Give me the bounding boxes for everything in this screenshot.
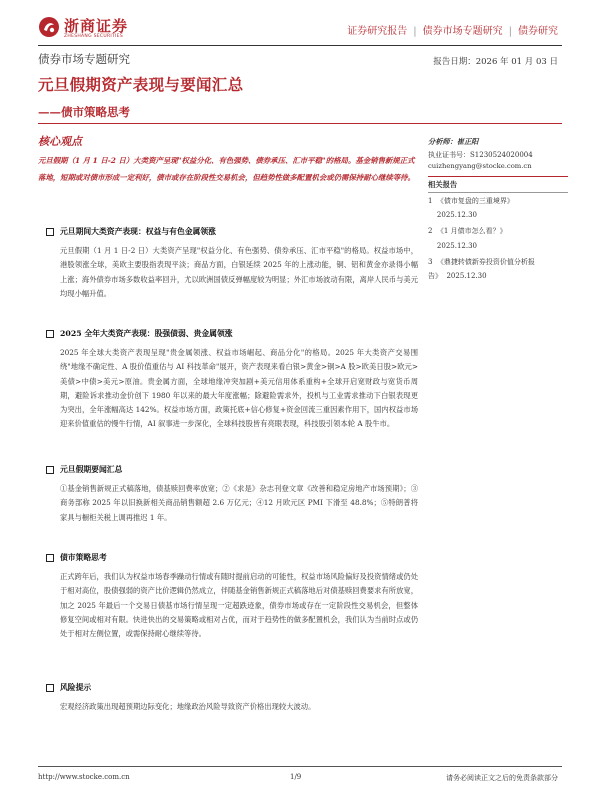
page-number: 1/9: [290, 773, 302, 781]
section-body: 宏观经济政策出现超预期边际变化；地缘政治风险导致资产价格出现较大波动。: [60, 702, 316, 711]
section-heading-text: 2025 全年大类资产表现：股强债弱、贵金属领涨: [60, 329, 233, 338]
title-divider: [38, 123, 562, 124]
section-heading: [46, 464, 418, 476]
section-heading: [46, 552, 418, 564]
footer-website[interactable]: http://www.stocke.com.cn: [38, 773, 130, 781]
core-viewpoint-summary: 元旦假期（1 月 1 日-2 日）大类资产呈现"权益分化、有色强势、债券承压、汇市平稳"的格局。基金销售新规正式落地，短期或对债市形成一定利好，债市或存在阶段性交易机会，但趋势性做多配置机会或仍需保持耐心继续等待。: [38, 156, 415, 182]
nav-separator: |: [508, 26, 512, 37]
section-risk-warning: [46, 682, 418, 714]
section-annual-assets: [46, 328, 418, 432]
square-bullet-icon: [46, 554, 54, 562]
nav-item-bond-market[interactable]: 债券市场专题研究: [422, 26, 503, 37]
related-report-item[interactable]: 3 《鼎捷转债新券投资价值分析报告》 2025.12.30: [428, 257, 535, 281]
core-viewpoint-heading: 核心观点: [38, 135, 82, 148]
section-heading-text: 债市策略思考: [60, 553, 107, 562]
square-bullet-icon: [46, 228, 54, 236]
report-series: 债券市场专题研究: [38, 52, 130, 66]
section-heading-text: 元旦期间大类资产表现：权益与有色金属领涨: [60, 227, 216, 236]
analyst-certificate: 执业证书号：S1230524020004: [428, 151, 533, 159]
top-navigation: [347, 22, 558, 37]
nav-separator: |: [413, 26, 417, 37]
related-report-item[interactable]: 1 《债市复盘的三重境界》 2025.12.30: [428, 197, 514, 220]
logo-name-cn: 浙商证券: [64, 17, 129, 35]
section-body: 2025 年全球大类资产表现呈现"贵金属领涨、权益市场崛起、商品分化"的格局。2025 年大类资产交易围绕"地缘不确定性、A 股价值重估与 AI 科技革命"展开，资产表现来看白银>黄金>铜>A 股>欧美日股>欧元>美债>中债>美元>原油。贵金属方面，全球地缘冲突加剧+美元信用体系重构+全球开启宽财政与宽货币周期，避险诉求推动金价创下 1980 年以来的最大年度涨幅；除避险需求外，投机与工业需求推动下白银表现更为突出，全年涨幅高达 142%。权益市场方面，政策托底+信心修复+资金回流三重因素作用下，国内权益市场迎来价值重估的慢牛行情，AI 叙事进一步深化，全球科技股皆有亮眼表现，科技股引领本轮 A 股牛市。: [60, 348, 418, 429]
square-bullet-icon: [46, 466, 54, 474]
section-heading: [46, 226, 418, 238]
zheshang-logo-icon: [38, 16, 60, 38]
report-date: 报告日期：2026 年 01 月 03 日: [433, 57, 558, 67]
section-bond-strategy: [46, 552, 418, 641]
section-heading-text: 风险提示: [60, 683, 92, 692]
related-reports-heading: 相关报告: [428, 180, 458, 189]
company-logo: [38, 14, 148, 44]
nav-item-bond-research[interactable]: 债券研究: [518, 26, 558, 37]
section-holiday-news: [46, 464, 418, 525]
section-body: ①基金销售新规正式稿落地，债基赎回费率放宽；②《求是》杂志刊登文章《改善和稳定房地产市场预期》；③商务部称 2025 年以旧换新相关商品销售额超 2.6 万亿元；④12 月欧元区 PMI 下滑至 48.8%；⑤特朗普将家具与橱柜关税上调再推迟 1 年。: [60, 484, 418, 522]
sidebar-divider: [428, 192, 568, 193]
report-title: 元旦假期资产表现与要闻汇总: [38, 75, 244, 94]
square-bullet-icon: [46, 684, 54, 692]
section-holiday-assets: [46, 226, 418, 301]
section-heading-text: 元旦假期要闻汇总: [60, 465, 123, 474]
section-body: 正式跨年后，我们认为权益市场春季躁动行情或有随时提前启动的可能性，权益市场风险偏好及投资情绪或仍处于相对高位，股债强弱的资产比价逻辑仍然成立，伴随基金销售新规正式稿落地后对债基赎回费要求有所放宽，加之 2025 年最后一个交易日债基市场行情呈现一定超跌迹象，债券市场或存在一定阶段性交易机会，但整体修复空间或相对有限。快进快出的交易策略或相对占优，而对于趋势性的做多配置机会，我们认为当前时点或仍处于相对左侧位置，或需保持耐心继续等待。: [60, 572, 418, 639]
analyst-email[interactable]: cuizhengyang@stocke.com.cn: [428, 162, 532, 170]
section-heading: [46, 328, 418, 340]
header-divider: [38, 45, 562, 46]
sidebar-divider: [428, 176, 568, 177]
analyst-name: 分析师：崔正阳: [428, 137, 479, 146]
related-report-item[interactable]: 2 《1 月债市怎么看？》 2025.12.30: [428, 227, 507, 250]
footer-divider: [38, 766, 562, 767]
section-heading: [46, 682, 418, 694]
section-body: 元旦假期（1 月 1 日-2 日）大类资产呈现"权益分化、有色强势、债券承压、汇市平稳"的格局。权益市场中，港股领涨全球，美欧主要股指表现平淡；商品方面，白银延续 2025 年的上涨动能，铜、铝和黄金亦录得小幅上涨；海外债券市场多数收益率回升，尤以欧洲国债反弹幅度较为明显；外汇市场波动有限，离岸人民币与美元均现小幅升值。: [60, 246, 418, 298]
report-subtitle: ——债市策略思考: [38, 105, 130, 119]
nav-item-research-report[interactable]: 证券研究报告: [347, 26, 408, 37]
logo-name-en: ZHESHANG SECURITIES: [64, 34, 123, 39]
footer-disclaimer: 请务必阅读正文之后的免责条款部分: [446, 774, 558, 782]
square-bullet-icon: [46, 330, 54, 338]
related-reports-list: [428, 194, 568, 285]
